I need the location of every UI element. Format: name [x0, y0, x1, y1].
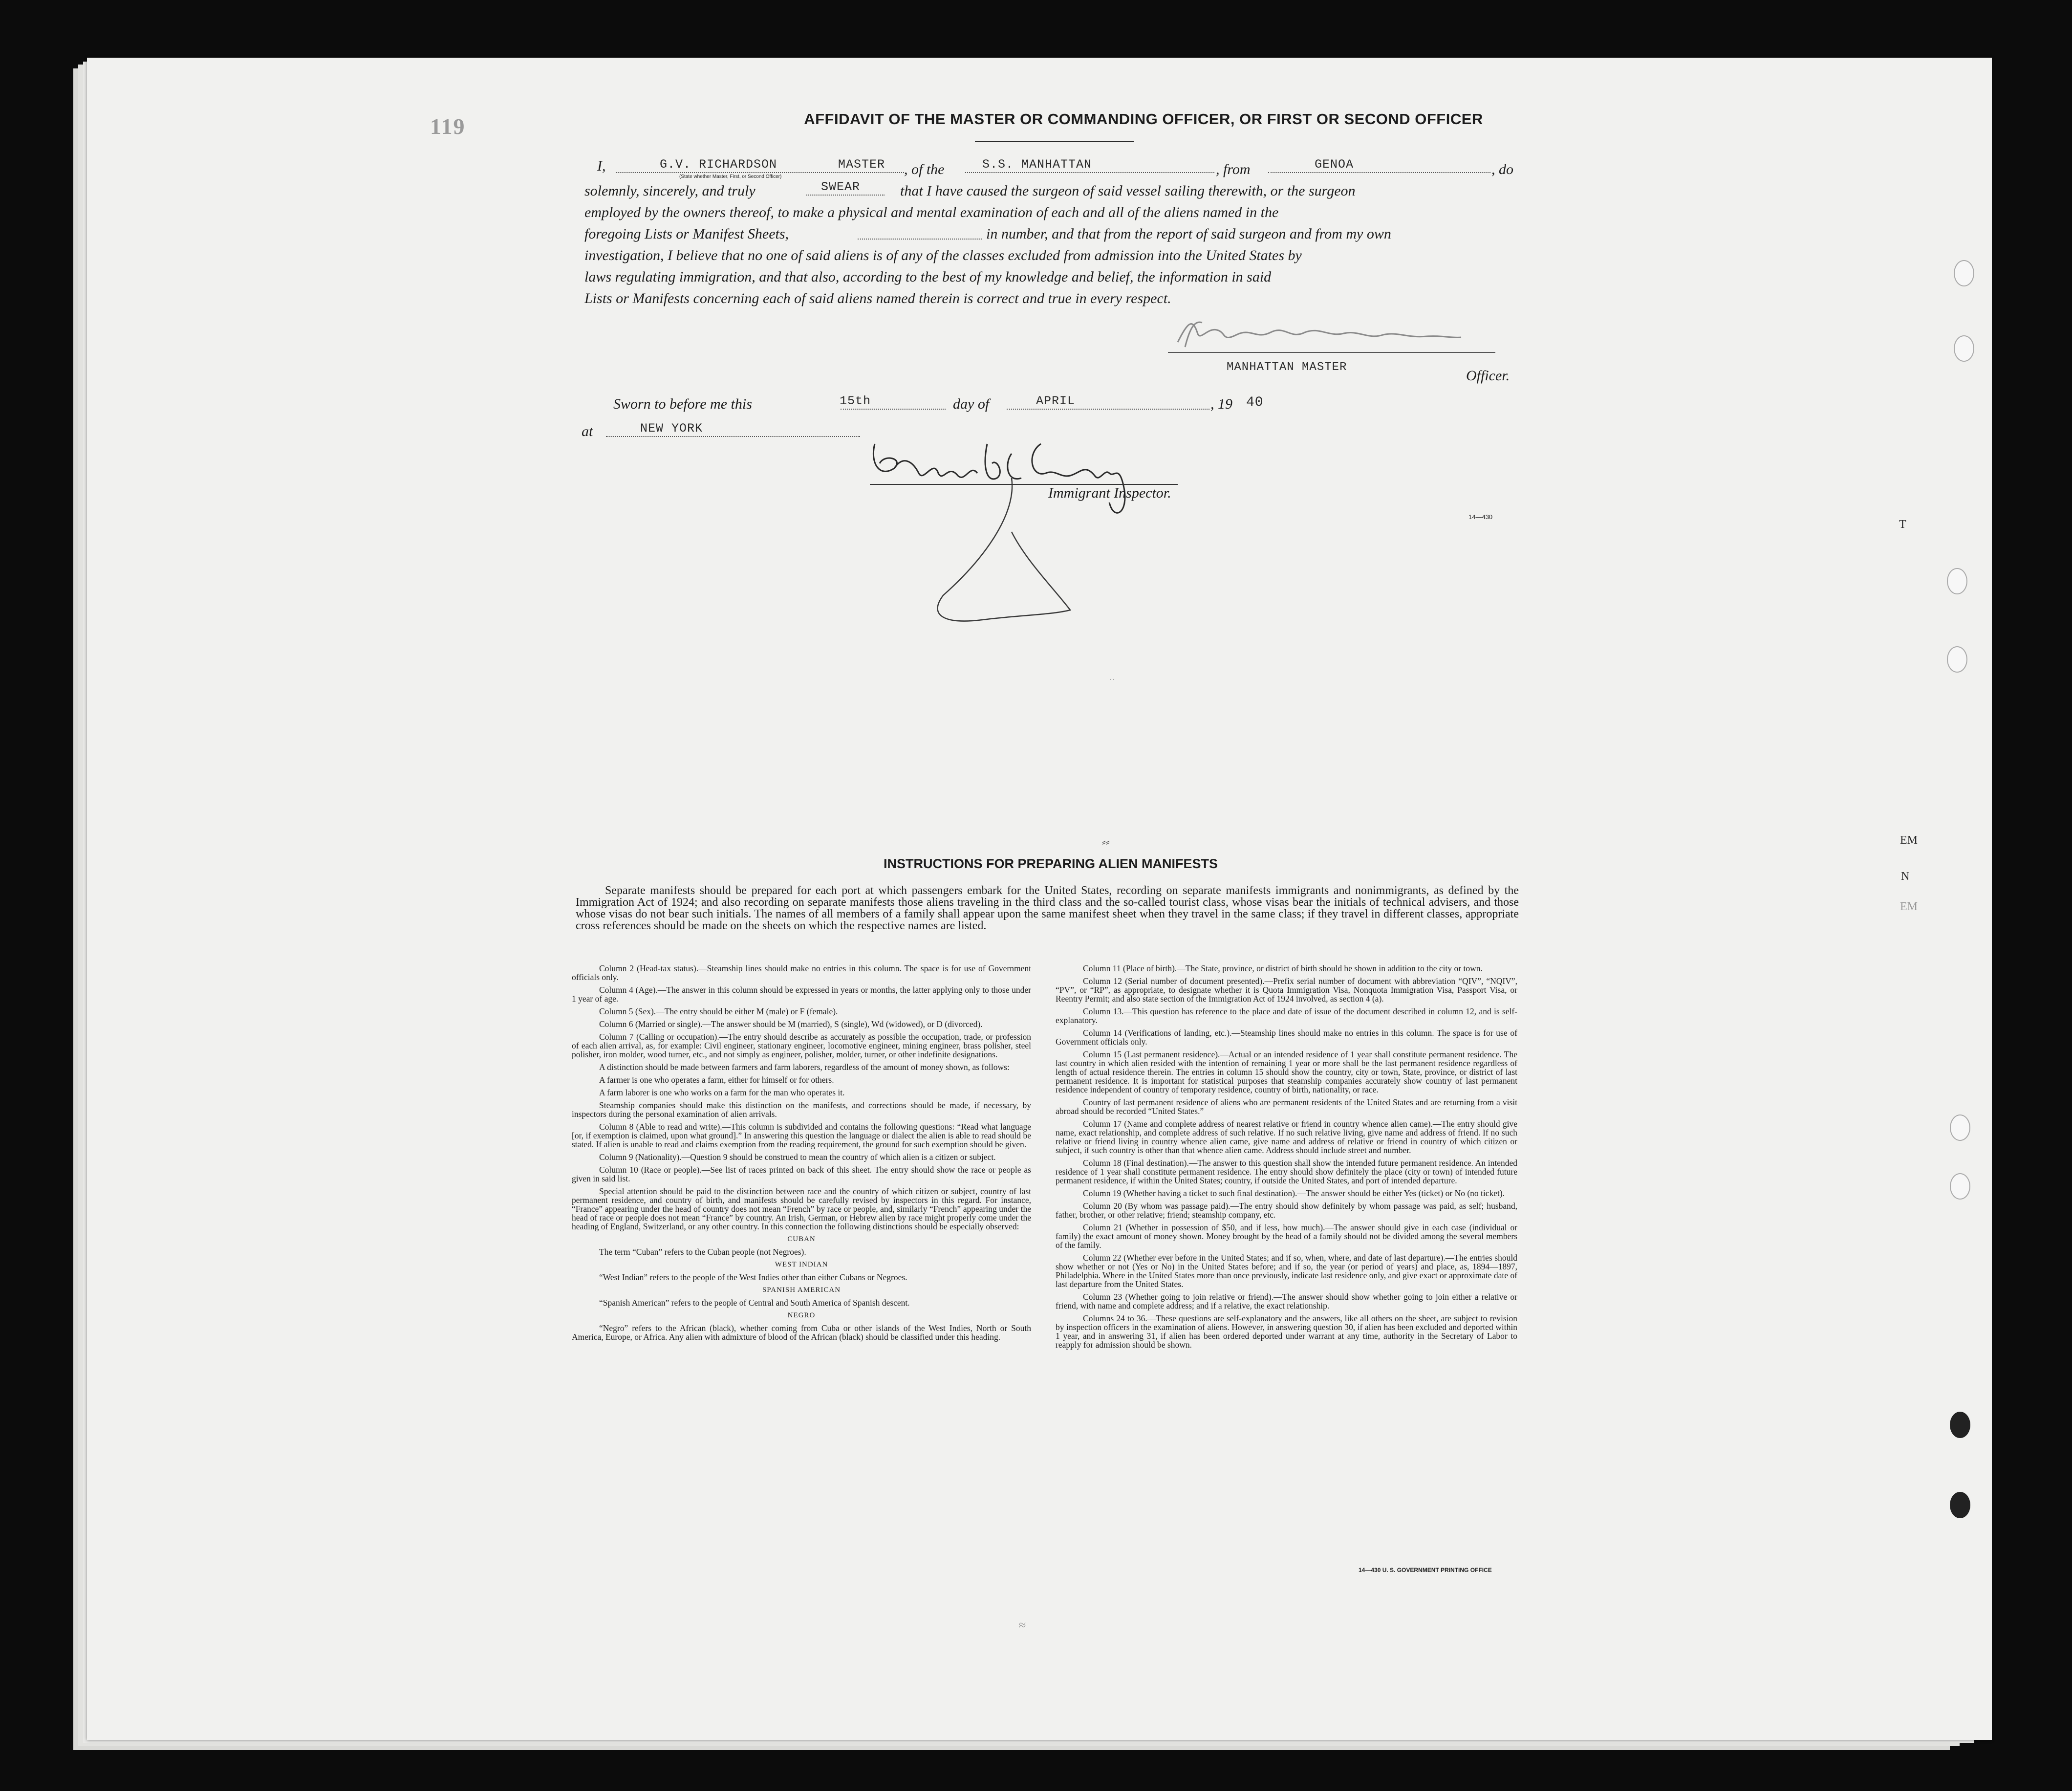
margin-letter: EM	[1900, 900, 1918, 913]
binder-hole	[1954, 335, 1974, 362]
year-suffix: 40	[1246, 395, 1264, 410]
title-underline	[975, 141, 1134, 142]
affidavit-line-2a: solemnly, sincerely, and truly	[584, 183, 755, 199]
instruction-paragraph: Column 22 (Whether ever before in the United States; and if so, when, where, and date of last departure).—The entries should show whether or not (Yes or No) in the United States before; and if so, the year (or period of years) and place, as, 1894—1897, Philadelphia. Where in the United States more than once previously, indicate last residence only, and give exact or approximate date of last departure from the United States.	[1056, 1253, 1517, 1289]
instruction-paragraph: Column 5 (Sex).—The entry should be either M (male) or F (female).	[599, 1006, 838, 1016]
lead-i: I,	[597, 158, 606, 174]
at-place-value: NEW YORK	[640, 421, 703, 436]
affidavit-line-3: employed by the owners thereof, to make a physical and mental examination of each and all of the aliens named in the	[584, 204, 1279, 220]
instruction-paragraph: Column 10 (Race or people).—See list of races printed on back of this sheet. The entry should show the race or people as given in said list.	[572, 1165, 1031, 1183]
instruction-paragraph: Columns 24 to 36.—These questions are self-explanatory and the answers, like all others on the sheet, are subject to revision by inspection officers in the examination of aliens. However, in answering question 30, if alien has been excluded and deported within 1 year, and in answering 31, if alien has been ordered deported under warrant at any time, authority in the Secretary of Labor to reapply for admission should be shown.	[1056, 1313, 1517, 1350]
oath-field-line	[806, 195, 885, 196]
do-label: , do	[1491, 161, 1513, 177]
affidavit-title: AFFIDAVIT OF THE MASTER OR COMMANDING OFFICER, OR FIRST OR SECOND OFFICER	[804, 110, 1483, 128]
affidavit-line-5: investigation, I believe that no one of said aliens is of any of the classes excluded from admission into the United States by	[584, 247, 1302, 263]
instruction-paragraph: Column 2 (Head-tax status).—Steamship lines should make no entries in this column. The space is for use of Government officials only.	[572, 963, 1031, 982]
instruction-paragraph: Column 4 (Age).—The answer in this column should be expressed in years or months, the latter applying only to those under 1 year of age.	[572, 985, 1031, 1004]
binder-hole	[1947, 568, 1967, 594]
instruction-paragraph: A farm laborer is one who works on a farm for the man who operates it.	[599, 1088, 845, 1097]
officer-name-value: G.V. RICHARDSON	[660, 157, 777, 172]
sworn-day-value: 15th	[840, 394, 871, 408]
instruction-paragraph: Column 18 (Final destination).—The answer to this question shall show the intended future permanent residence. An intended residence of 1 year shall constitute permanent residence. The entry should show definitely the place (city or town) of intended future permanent residence, if within the United States; country, if outside the United States, and port of intended departure.	[1056, 1158, 1517, 1185]
instruction-paragraph: Column 17 (Name and complete address of nearest relative or friend in country whence alien came).—The entry should give name, exact relationship, and complete address of such relative. If no such relative living, give name and address of friend. If no such relative or friend living in country whence alien came, give name and address of relative or friend in country of which citizen or subject, if such country is other than that whence alien came. Address should include street and number.	[1056, 1119, 1517, 1155]
subsection-heading: NEGRO	[787, 1311, 816, 1319]
officer-rank-value: MASTER	[838, 157, 885, 172]
instruction-paragraph: Column 11 (Place of birth).—The State, province, or district of birth should be shown in addition to the city or town.	[1083, 963, 1483, 973]
binder-hole	[1950, 1114, 1970, 1141]
form-number-top: 14—430	[1468, 513, 1493, 521]
instruction-paragraph: Column 9 (Nationality).—Question 9 should be construed to mean the country of which alien is a citizen or subject.	[599, 1152, 996, 1162]
instructions-right-column	[1056, 964, 1517, 1353]
margin-letter: N	[1901, 870, 1910, 883]
instruction-paragraph: Column 23 (Whether going to join relative or friend).—The answer should show whether going to join either a relative or friend, with name and complete address; and if a relative, the exact relationship.	[1056, 1292, 1517, 1310]
sworn-day-line	[841, 409, 946, 410]
instruction-paragraph: Special attention should be paid to the distinction between race and the country of which citizen or subject, country of last permanent residence, and country of birth, and manifests should be carefully revised by inspectors in this regard. For instance, “France” appearing under the head of country does not mean “French” by race or people, and, similarly “French” appearing under the head of race or people does not mean “France” by country. An Irish, German, or Hebrew alien by race might properly come under the heading of England, Switzerland, or any other country. In this connection the following distinctions should be especially observed:	[572, 1186, 1031, 1231]
instruction-paragraph: Column 12 (Serial number of document presented).—Prefix serial number of document with abbreviation “QIV”, “NQIV”, “PV”, or “RP”, as appropriate, to designate whether it is Quota Immigration Visa, Nonquota Immigration Visa, Passport Visa, or Reentry Permit; and also state section of the Immigration Act of 1924 involved, as section 4 (a).	[1056, 976, 1517, 1004]
instruction-paragraph: Column 19 (Whether having a ticket to such final destination).—The answer should be either Yes (ticket) or No (no ticket).	[1083, 1188, 1505, 1198]
ink-smudge: ··	[1109, 675, 1115, 684]
subsection-text: “Spanish American” refers to the people of Central and South America of Spanish descent.	[599, 1298, 910, 1308]
margin-letter: T	[1899, 518, 1906, 531]
binder-hole	[1947, 646, 1967, 673]
vessel-field-line	[965, 172, 1214, 173]
master-signature	[1173, 313, 1466, 352]
instruction-paragraph: Column 6 (Married or single).—The answer should be M (married), S (single), Wd (widowed), or D (divorced).	[599, 1019, 983, 1029]
inspector-signature	[865, 434, 1187, 639]
subsection-heading: WEST INDIAN	[775, 1261, 828, 1268]
day-of-label: day of	[953, 396, 990, 412]
page-corner-number: 119	[430, 114, 466, 139]
officer-name-field-line	[616, 172, 904, 173]
binder-hole	[1950, 1492, 1970, 1518]
instruction-paragraph: Country of last permanent residence of aliens who are permanent residents of the United States and are returning from a visit abroad should be recorded “United States.”	[1056, 1097, 1517, 1116]
of-the-label: , of the	[904, 161, 945, 177]
instruction-paragraph: Column 20 (By whom was passage paid).—The entry should show definitely by whom passage was paid, as self; husband, father, brother, or other relative; friend; steamship company, etc.	[1056, 1201, 1517, 1220]
instructions-intro	[576, 885, 1519, 932]
instruction-paragraph: Column 14 (Verifications of landing, etc.).—Steamship lines should make no entries in this column. The space is for use of Government officials only.	[1056, 1028, 1517, 1047]
instruction-paragraph: Column 21 (Whether in possession of $50, and if less, how much).—The answer should give in each case (individual or family) the exact amount of money shown. Money brought by the head of a family should not be divided among the several members of the family.	[1056, 1223, 1517, 1250]
subsection-heading: SPANISH AMERICAN	[762, 1286, 841, 1294]
subsection-heading: CUBAN	[787, 1235, 816, 1243]
sworn-label: Sworn to before me this	[613, 396, 752, 412]
subsection-text: “West Indian” refers to the people of the West Indies other than either Cubans or Negroes.	[599, 1272, 907, 1282]
officer-label: Officer.	[1466, 368, 1510, 384]
instructions-left-column	[572, 964, 1031, 1345]
instruction-paragraph: Column 8 (Able to read and write).—This column is subdivided and contains the following questions: “Read what language [or, if exemption is claimed, upon what ground].” In answering this question the language or dialect the alien is able to read should be stated. If alien is unable to read and claims exemption from the reading requirement, the ground for such exemption should be given.	[572, 1122, 1031, 1149]
printing-office-footer: 14—430 U. S. GOVERNMENT PRINTING OFFICE	[1359, 1567, 1492, 1573]
affidavit-line-6: laws regulating immigration, and that also, according to the best of my knowledge and belief, the information in said	[584, 269, 1272, 285]
subsection-text: “Negro” refers to the African (black), whether coming from Cuba or other islands of the West Indies, North or South America, Europe, or Africa. Any alien with admixture of blood of the African (black) should be classified under this heading.	[572, 1323, 1031, 1342]
master-title-typed: MANHATTAN MASTER	[1227, 361, 1347, 374]
port-value: GENOA	[1315, 157, 1354, 172]
intro-text: Separate manifests should be prepared for each port at which passengers embark for the United States, recording on separate manifests immigrants and nonimmigrants, as defined by the Immigration Act of 1924; and also recording on separate manifests those aliens traveling in the third class and the so-called tourist class, whose visas bear the initials of technical advisers, and those whose visas do not bear such initials. The names of all members of a family shall appear upon the same manifest sheet when they travel in the same class; if they travel in different classes, appropriate cross references should be made on the sheets on which the respective names are listed.	[576, 884, 1519, 932]
vessel-value: S.S. MANHATTAN	[982, 157, 1092, 172]
at-label: at	[582, 423, 593, 439]
binder-hole	[1954, 260, 1974, 286]
affidavit-line-4a: foregoing Lists or Manifest Sheets,	[584, 226, 789, 242]
subsection-text: The term “Cuban” refers to the Cuban people (not Negroes).	[599, 1247, 806, 1257]
ink-smudge: ⸗⸗	[1102, 836, 1110, 849]
instruction-paragraph: A distinction should be made between farmers and farm laborers, regardless of the amount of money shown, as follows:	[599, 1062, 1010, 1072]
year-prefix: , 19	[1210, 396, 1232, 412]
binder-hole	[1950, 1412, 1970, 1438]
binder-hole	[1950, 1173, 1970, 1200]
affidavit-line-4b: in number, and that from the report of said surgeon and from my own	[986, 226, 1391, 242]
instruction-paragraph: Steamship companies should make this distinction on the manifests, and corrections should be made, if necessary, by inspectors during the personal examination of alien arrivals.	[572, 1100, 1031, 1119]
master-signature-line	[1168, 352, 1495, 353]
sworn-month-line	[1007, 409, 1209, 410]
inspector-label: Immigrant Inspector.	[1048, 485, 1171, 501]
at-place-line	[606, 436, 860, 437]
sworn-month-value: APRIL	[1036, 394, 1076, 408]
margin-letter: EM	[1900, 834, 1918, 847]
affidavit-line-7: Lists or Manifests concerning each of said aliens named therein is correct and true in every respect.	[584, 290, 1171, 306]
instructions-title: INSTRUCTIONS FOR PREPARING ALIEN MANIFESTS	[883, 856, 1218, 871]
count-field-line	[858, 239, 982, 240]
port-field-line	[1268, 172, 1490, 173]
instruction-paragraph: Column 15 (Last permanent residence).—Actual or an intended residence of 1 year shall constitute permanent residence. The last country in which alien resided with the intention of remaining 1 year or more shall be the last permanent residence regardless of length of actual residence therein. The entries in column 15 should show the country, city or town, State, province, or district of last permanent residence. It is important for statistical purposes that steamship companies accurately show country of last permanent residence independent of country of temporary residence, country of birth, nationality, or race.	[1056, 1049, 1517, 1094]
instruction-paragraph: Column 7 (Calling or occupation).—The entry should describe as accurately as possible the occupation, trade, or profession of each alien arrival, as, for example: Civil engineer, stationary engineer, locomotive engineer, mining engineer, brass polisher, steel polisher, iron molder, wood turner, etc., and not simply as engineer, polisher, molder, turner, or other indefinite designations.	[572, 1032, 1031, 1059]
from-label: , from	[1216, 161, 1251, 177]
oath-value: SWEAR	[821, 180, 861, 194]
instruction-paragraph: A farmer is one who operates a farm, either for himself or for others.	[599, 1075, 834, 1085]
rank-hint: (State whether Master, First, or Second Officer)	[679, 174, 782, 179]
instruction-paragraph: Column 13.—This question has reference to the place and date of issue of the document described in column 12, and is self-explanatory.	[1056, 1006, 1517, 1025]
affidavit-line-2b: that I have caused the surgeon of said vessel sailing therewith, or the surgeon	[900, 183, 1356, 199]
ink-smudge: ≈	[1019, 1618, 1026, 1632]
